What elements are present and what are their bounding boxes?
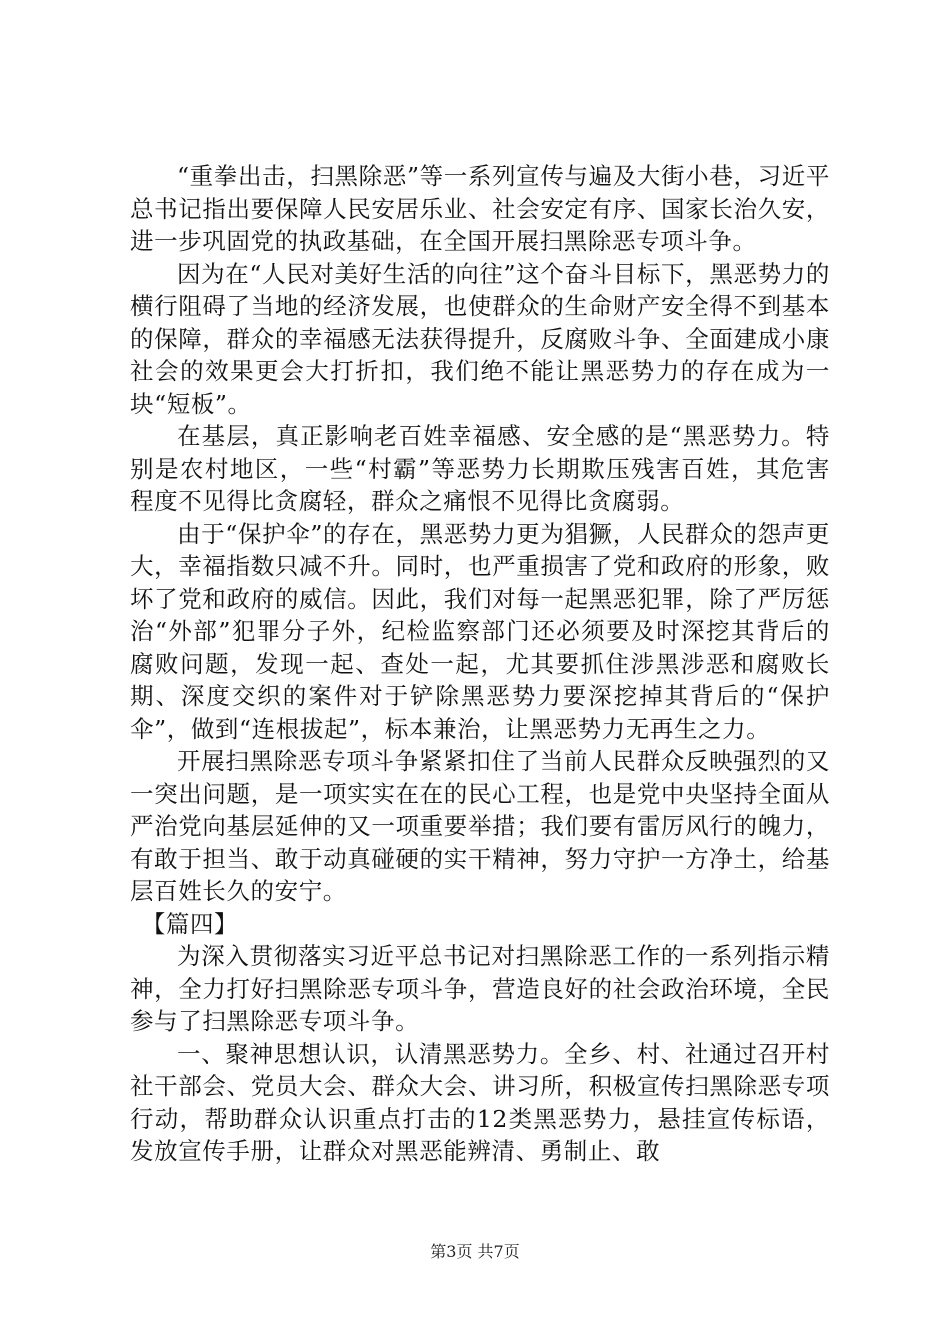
paragraph-5: 开展扫黑除恶专项斗争紧紧扣住了当前人民群众反映强烈的又一突出问题，是一项实实在在的民心工程，也是党中央坚持全面从严治党向基层延伸的又一项重要举措；我们要有雷厉风行的魄力，有敢于担当、敢于动真碰硬的实干精神，努力守护一方净土，给基层百姓长久的安宁。: [130, 747, 830, 905]
section-paragraph-1: 为深入贯彻落实习近平总书记对扫黑除恶工作的一系列指示精神，全力打好扫黑除恶专项斗争，营造良好的社会政治环境，全民参与了扫黑除恶专项斗争。: [130, 942, 830, 1035]
paragraph-1: “重拳出击，扫黑除恶”等一系列宣传与遍及大街小巷，习近平总书记指出要保障人民安居乐业、社会安定有序、国家长治久安，进一步巩固党的执政基础，在全国开展扫黑除恶专项斗争。: [130, 162, 830, 255]
paragraph-3: 在基层，真正影响老百姓幸福感、安全感的是“黑恶势力。特别是农村地区，一些“村霸”等恶势力长期欺压残害百姓，其危害程度不见得比贪腐轻，群众之痛恨不见得比贪腐弱。: [130, 422, 830, 515]
page-footer: [0, 1240, 950, 1264]
section-paragraph-2: 一、聚神思想认识，认清黑恶势力。全乡、村、社通过召开村社干部会、党员大会、群众大会、讲习所，积极宣传扫黑除恶专项行动，帮助群众认识重点打击的12类黑恶势力，悬挂宣传标语，发放宣传手册，让群众对黑恶能辨清、勇制止、敢: [130, 1039, 830, 1165]
page-number: 第3页 共7页: [430, 1242, 520, 1261]
document-body: [130, 160, 830, 1168]
section-heading: 【篇四】: [141, 909, 239, 938]
paragraph-4: 由于“保护伞”的存在，黑恶势力更为猖獗，人民群众的怨声更大，幸福指数只减不升。同时，也严重损害了党和政府的形象，败坏了党和政府的威信。因此，我们对每一起黑恶犯罪，除了严厉惩治“外部”犯罪分子外，纪检监察部门还必须要及时深挖其背后的腐败问题，发现一起、查处一起，尤其要抓住涉黑涉恶和腐败长期、深度交织的案件对于铲除黑恶势力要深挖掉其背后的“保护伞”，做到“连根拔起”，标本兼治，让黑恶势力无再生之力。: [130, 519, 830, 743]
paragraph-2: 因为在“人民对美好生活的向往”这个奋斗目标下，黑恶势力的横行阻碍了当地的经济发展，也使群众的生命财产安全得不到基本的保障，群众的幸福感无法获得提升，反腐败斗争、全面建成小康社会的效果更会大打折扣，我们绝不能让黑恶势力的存在成为一块“短板”。: [130, 259, 830, 418]
